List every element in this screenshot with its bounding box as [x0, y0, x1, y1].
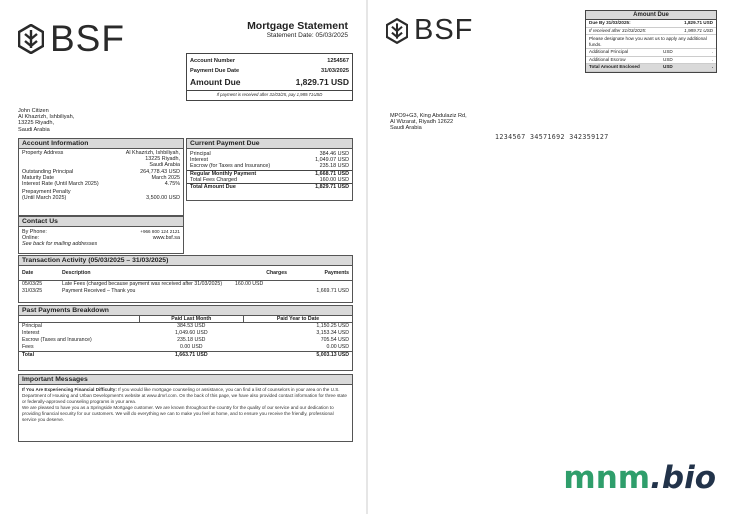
property-address-line: Saudi Arabia: [149, 162, 180, 169]
message-paragraph: We are pleased to have you as a Springside Mortgage customer. We are known throughout the country for the quality of our service and our dedication to providing financial security for our customers. We will do everything we can to make you feel at home, and to ensure you receive the friendly, professional service you deserve.: [22, 405, 334, 423]
total-due-row: [187, 184, 352, 190]
additional-escrow-field[interactable]: .: [711, 56, 713, 62]
txn-description: Payment Received – Thank you: [62, 287, 136, 294]
outstanding-principal-label: Outstanding Principal: [22, 168, 74, 175]
total-due-label: Total Amount Due: [190, 184, 236, 191]
past-payments-header: Past Payments Breakdown: [19, 306, 352, 316]
online-label: Online:: [22, 235, 40, 242]
col-description: Description: [59, 266, 232, 280]
contact-us-header: Contact Us: [19, 217, 183, 227]
bsf-emblem-icon: [18, 24, 44, 54]
pp-label: Escrow (Taxes and Insurance): [22, 337, 92, 343]
remittance-label: Due By 31/03/2025:: [589, 20, 631, 25]
remittance-value: 1,989.71 USD: [684, 27, 713, 33]
brand-name: BSF: [414, 14, 474, 46]
phone-label: By Phone:: [22, 229, 47, 235]
amount-due-row: [187, 77, 352, 87]
txn-charges: [232, 288, 290, 295]
pp-label: Fees: [22, 344, 34, 350]
outstanding-principal: 264,778.43 USD: [140, 168, 180, 175]
late-payment-note: If payment is received after 31/03/25, pay 1,989.71USD: [187, 90, 352, 97]
fees-label: Total Fees Charged: [190, 176, 238, 183]
regular-payment-amount: 1,668.71 USD: [315, 170, 349, 177]
website-link[interactable]: www.bsf.sa: [152, 235, 180, 242]
payment-due-date-label: Payment Due Date: [190, 68, 240, 74]
statement-header: [247, 20, 348, 39]
total-row: [19, 352, 352, 360]
remittance-row: [586, 57, 716, 65]
table-row: [19, 344, 352, 352]
escrow-label: Escrow (for Taxes and Insurance): [190, 163, 271, 170]
watermark-text: .bio: [650, 460, 716, 496]
principal-amount: 384.46 USD: [319, 151, 349, 157]
account-number-label: Account Number: [190, 58, 236, 64]
txn-date: 31/03/25: [22, 287, 43, 294]
message-text: If you would like mortgage counseling or assistance, you can find a list of counselors in your area on the U.S. Department of Housing and Urban Development's website at www.dmrl.com. On the back of this page, we have also provided contact information for three state or federally-approved counseling programs in your area.: [22, 387, 347, 405]
message-lead: If You Are Experiencing Financial Difficulty:: [22, 387, 117, 392]
payment-due-date-row: [187, 68, 352, 74]
past-payments-section: [18, 305, 353, 371]
statement-title: Mortgage Statement: [247, 20, 348, 32]
mailing-note-text: See back for mailing addresses: [22, 241, 98, 248]
account-information-header: Account Information: [19, 139, 183, 149]
pp-year-to-date: 0.00 USD: [326, 344, 349, 350]
table-row: [19, 337, 352, 344]
total-due-amount: 1,829.71 USD: [315, 184, 349, 191]
prepayment-penalty-row: [19, 189, 183, 201]
current-payment-header: Current Payment Due: [187, 139, 352, 149]
table-row: [19, 330, 352, 337]
mailing-note: [19, 241, 183, 247]
penalty-label-line: (Until March 2025): [22, 195, 67, 202]
remittance-label: If received after 31/03/2025:: [589, 27, 647, 33]
transaction-header-row: [19, 266, 352, 280]
remittance-row: [586, 35, 716, 49]
additional-principal-field[interactable]: .: [711, 49, 713, 54]
txn-date: 05/03/25: [22, 280, 43, 287]
brand-name: BSF: [50, 18, 125, 59]
col-charges: Charges: [232, 266, 290, 280]
pp-last-month: 0.00 USD: [180, 344, 203, 350]
remittance-currency: USD: [663, 56, 673, 62]
remittance-row: [586, 20, 716, 28]
total-enclosed-field[interactable]: .: [711, 64, 713, 70]
remittance-label: Total Amount Enclosed: [589, 64, 640, 70]
customer-address-line: Al Khazrizh, Ishbiliyah,: [18, 114, 75, 121]
transaction-table: [19, 266, 352, 295]
pp-total-label: Total: [19, 352, 139, 360]
interest-label: Interest: [190, 157, 208, 164]
amount-due: 1,829.71 USD: [295, 77, 349, 87]
maturity-date-label: Maturity Date: [22, 174, 55, 181]
interest-rate-row: [19, 181, 183, 187]
col-paid-last-month: Paid Last Month: [139, 316, 244, 323]
interest-rate-label: Interest Rate (Until March 2025): [22, 181, 99, 188]
bank-mailing-address: [390, 113, 467, 132]
remittance-label: Additional Principal: [589, 49, 629, 54]
property-address-row: [19, 150, 183, 169]
pp-last-month: 235.18 USD: [177, 337, 206, 343]
remittance-currency: USD: [663, 49, 673, 54]
account-summary-box: [186, 53, 353, 101]
escrow-amount: 235.18 USD: [319, 163, 349, 170]
table-row: [19, 280, 352, 288]
table-row: [19, 323, 352, 331]
property-address-line: Al Khazrizh, Ishbiliyah,: [125, 150, 180, 156]
statement-page-front: [0, 0, 366, 514]
past-payments-table: [19, 316, 352, 359]
watermark-logo: [563, 460, 716, 496]
pp-year-to-date: 1,150.25 USD: [316, 323, 349, 329]
message-paragraph: [22, 387, 349, 405]
pp-last-month: 384.53 USD: [177, 323, 206, 329]
watermark-text: mnm: [563, 460, 651, 496]
bsf-logo: [386, 16, 473, 45]
col-date: Date: [19, 266, 59, 280]
customer-address-line: 13225 Riyadh,: [18, 120, 55, 127]
pp-total-year-to-date: 5,003.13 USD: [244, 352, 352, 360]
bank-address-line: Al Wizarat, Riyadh 12622: [390, 119, 454, 126]
remittance-value: 1,829.71 USD: [684, 20, 713, 25]
pp-total-last-month: 1,663.71 USD: [139, 352, 244, 360]
maturity-date: March 2025: [151, 174, 180, 181]
txn-payments: [290, 280, 352, 288]
pp-last-month: 1,049.60 USD: [174, 330, 208, 336]
statement-date: Statement Date: 05/03/2025: [266, 32, 348, 39]
remittance-row: [586, 28, 716, 36]
pp-year-to-date: 705.54 USD: [320, 337, 349, 343]
interest-amount: 1,049.07 USD: [315, 157, 349, 164]
transaction-activity-section: [18, 255, 353, 303]
regular-payment-label: Regular Monthly Payment: [190, 170, 257, 177]
penalty-label-line: Prepayment Penalty: [22, 189, 71, 196]
property-address-line: 13225 Riyadh,: [145, 156, 180, 163]
account-number: 1254567: [327, 58, 349, 64]
pp-label: Interest: [22, 330, 40, 336]
remittance-header: Amount Due: [586, 11, 716, 20]
bank-address-line: Saudi Arabia: [390, 125, 422, 132]
property-address-label: Property Address: [22, 150, 64, 156]
bank-address-line: MPO9+G3, King Abdulaziz Rd,: [390, 113, 467, 119]
txn-charges: 160.00 USD: [235, 280, 264, 287]
fees-amount: 160.00 USD: [319, 176, 349, 183]
statement-page-remittance: [368, 0, 734, 514]
contact-us-section: [18, 216, 184, 254]
remittance-row: [586, 49, 716, 57]
transaction-activity-header: Transaction Activity (05/03/2025 – 31/03/2025): [19, 256, 352, 266]
remittance-currency: USD: [663, 64, 673, 70]
remittance-instructions: Please designate how you want us to apply any additional funds.: [589, 36, 707, 47]
principal-label: Principal: [190, 151, 211, 157]
prepayment-penalty-label: [22, 189, 71, 201]
pp-year-to-date: 3,153.34 USD: [316, 330, 349, 336]
property-address-value: [126, 150, 180, 169]
escrow-row: [187, 163, 352, 170]
customer-address-line: Saudi Arabia: [18, 126, 50, 133]
remittance-total-row: [586, 64, 716, 72]
payment-due-date: 31/03/2025: [321, 68, 349, 74]
messages-body: [19, 385, 352, 426]
col-payments: Payments: [290, 266, 352, 280]
txn-description: Late Fees (charged because payment was received after 31/03/2025): [62, 280, 223, 287]
bsf-emblem-icon: [386, 18, 408, 44]
amount-due-label: Amount Due: [190, 77, 241, 87]
account-information-section: [18, 138, 184, 216]
txn-payments: 1,669.71 USD: [316, 287, 349, 294]
customer-address: [18, 108, 74, 133]
bsf-logo: [18, 20, 125, 57]
interest-rate: 4.75%: [164, 181, 180, 188]
important-messages-header: Important Messages: [19, 375, 352, 385]
table-row: [19, 288, 352, 295]
account-number-row: [187, 58, 352, 64]
prepayment-penalty: 3,500.00 USD: [146, 195, 180, 202]
remittance-label: Additional Escrow: [589, 56, 626, 62]
pp-label: Principal: [22, 323, 42, 329]
customer-name: John Citizen: [18, 108, 49, 114]
amount-due-remittance-box: [585, 10, 717, 73]
col-paid-year-to-date: Paid Year to Date: [244, 316, 352, 323]
important-messages-section: [18, 374, 353, 442]
phone-number: +966 800 124 2121: [140, 229, 180, 234]
fees-row: [187, 177, 352, 184]
remittance-scan-line: 1234567 34571692 342359127: [495, 133, 609, 141]
current-payment-section: [186, 138, 353, 201]
